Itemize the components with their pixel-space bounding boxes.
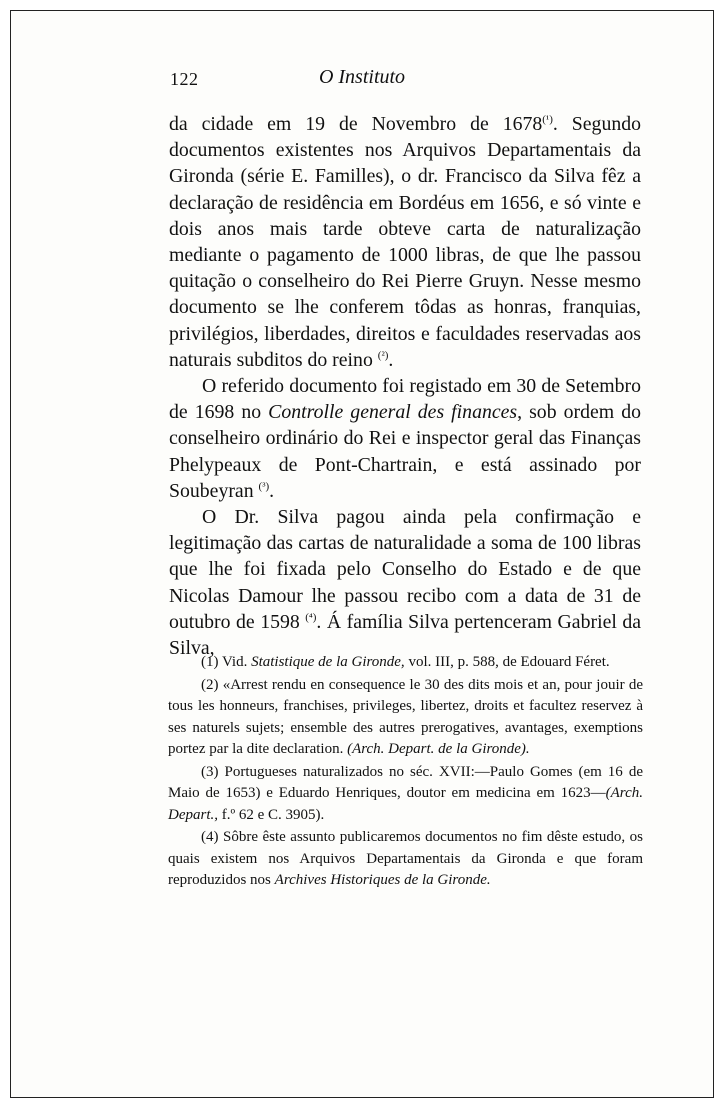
footnote-reference: (¹) xyxy=(542,113,553,126)
text-run: . Á família Silva pertenceram Gabriel da Silva, xyxy=(169,610,642,660)
text-run: . xyxy=(388,348,394,371)
body-paragraph xyxy=(169,373,641,504)
body-paragraph xyxy=(169,504,641,661)
footnote xyxy=(168,827,643,892)
running-title: O Instituto xyxy=(318,66,406,88)
body-paragraph xyxy=(169,111,641,373)
footnotes xyxy=(168,652,643,893)
footnote-reference: (²) xyxy=(377,349,389,362)
text-run: . xyxy=(269,479,275,502)
text-run: , sob ordem do conselheiro ordinário do Rei e inspector geral das Finanças Phelypeaux de Pont-Chartrain, e está assinado por Soubeyran xyxy=(169,401,641,502)
text-run: (3) Portugueses naturalizados no séc. XVII:—Paulo Gomes (em 16 de Maio de 1653) e Eduardo Henriques, doutor em medicina em 1623— xyxy=(168,763,643,801)
book-page xyxy=(10,10,714,1098)
text-run: f.º 62 e C. 3905). xyxy=(218,806,325,823)
footnote xyxy=(168,652,643,674)
italic-text: Controlle general des finances xyxy=(268,401,518,424)
text-run: (2) «Arrest rendu en consequence le 30 des dits mois et an, pour jouir de tous les honneurs, franchises, privileges, libertez, droits et facultez reservez à ses naturels sujets; ensemble des autres prerogatives, avantages, exemptions portez par la dite declaration. xyxy=(168,676,643,757)
text-run: O referido documento foi registado em 30 de Setembro de 1698 no xyxy=(169,375,641,424)
text-run: (1) Vid. xyxy=(201,654,252,670)
text-run: vol. III, p. 588, de Edouard Féret. xyxy=(404,654,610,670)
footnote xyxy=(168,675,643,761)
italic-text: (Arch. Depart. de la Gironde). xyxy=(347,741,530,757)
footnote xyxy=(168,762,643,827)
italic-text: Archives Historiques de la Gironde. xyxy=(274,872,491,888)
page-number: 122 xyxy=(170,69,199,89)
footnote-reference: (³) xyxy=(258,480,270,493)
text-run: (4) Sôbre êste assunto publicaremos documentos no fim dêste estudo, os quais existem nos Arquivos Departamentais da Gironda e que foram reproduzidos nos xyxy=(168,829,643,888)
main-text xyxy=(169,111,641,661)
footnote-reference: (⁴) xyxy=(305,611,317,624)
italic-text: Statistique de la Gironde, xyxy=(251,654,405,670)
italic-text: (Arch. Depart., xyxy=(168,785,643,823)
text-run: . Segundo documentos existentes nos Arquivos Departamentais da Gironda (série E. Familles), o dr. Francisco da Silva fêz a declaração de residência em Bordéus em 1656, e só vinte e dois anos mais tarde obteve carta de naturalização mediante o pagamento de 1000 libras, de que lhe passou quitação o conselheiro do Rei Pierre Gruyn. Nesse mesmo documento se lhe conferem tôdas as honras, franquias, privilégios, liberdades, direitos e faculdades reservadas aos naturais subditos do reino xyxy=(169,113,642,371)
text-run: O Dr. Silva pagou ainda pela confirmação e legitimação das cartas de naturalidade a soma de 100 libras que lhe foi fixada pelo Conselho do Estado e de que Nicolas Damour lhe passou recibo com a data de 31 de outubro de 1598 xyxy=(169,506,641,633)
text-run: da cidade em 19 de Novembro de 1678 xyxy=(169,113,543,135)
